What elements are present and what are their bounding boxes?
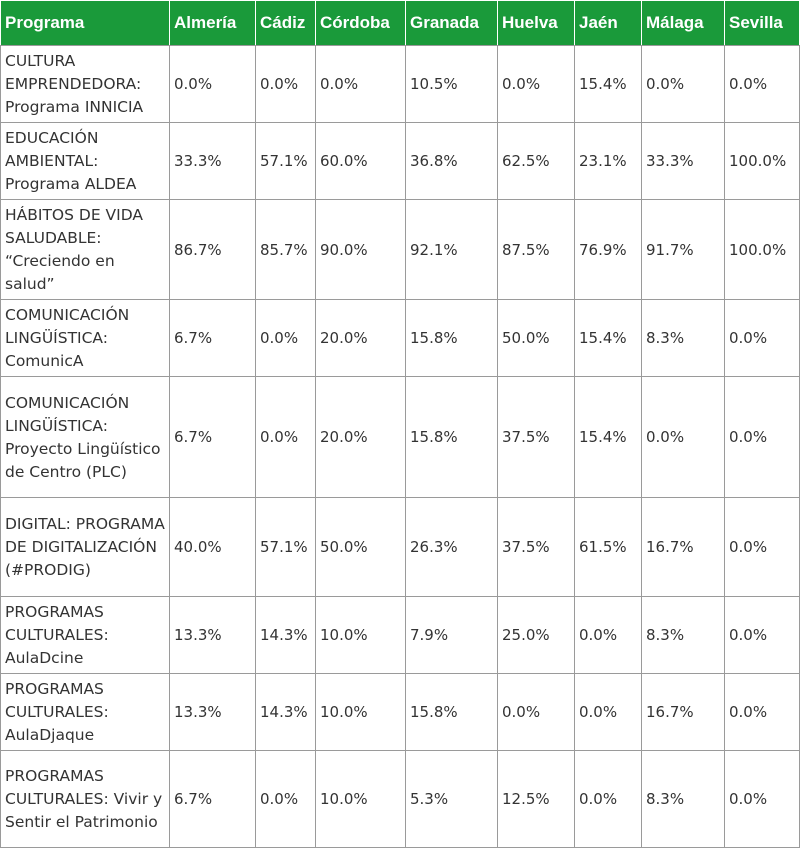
value-cell: 12.5% bbox=[498, 751, 575, 848]
value-cell: 86.7% bbox=[170, 200, 256, 300]
value-cell: 0.0% bbox=[725, 498, 800, 597]
value-cell: 10.5% bbox=[406, 46, 498, 123]
table-row bbox=[1, 123, 800, 200]
program-name: PROGRAMAS CULTURALES: AulaDcine bbox=[1, 597, 170, 674]
value-cell: 7.9% bbox=[406, 597, 498, 674]
value-cell: 85.7% bbox=[256, 200, 316, 300]
program-name: DIGITAL: PROGRAMA DE DIGITALIZACIÓN (#PRODIG) bbox=[1, 498, 170, 597]
col-header-huelva: Huelva bbox=[498, 1, 575, 46]
value-cell: 50.0% bbox=[498, 300, 575, 377]
value-cell: 6.7% bbox=[170, 300, 256, 377]
value-cell: 61.5% bbox=[575, 498, 642, 597]
value-cell: 91.7% bbox=[642, 200, 725, 300]
table-row bbox=[1, 751, 800, 848]
value-cell: 33.3% bbox=[170, 123, 256, 200]
value-cell: 87.5% bbox=[498, 200, 575, 300]
value-cell: 0.0% bbox=[575, 751, 642, 848]
value-cell: 16.7% bbox=[642, 674, 725, 751]
value-cell: 13.3% bbox=[170, 674, 256, 751]
table-row bbox=[1, 300, 800, 377]
col-header-almeria: Almería bbox=[170, 1, 256, 46]
value-cell: 10.0% bbox=[316, 751, 406, 848]
value-cell: 0.0% bbox=[725, 597, 800, 674]
header-row bbox=[1, 1, 800, 46]
value-cell: 76.9% bbox=[575, 200, 642, 300]
value-cell: 0.0% bbox=[725, 300, 800, 377]
program-name: CULTURA EMPRENDEDORA: Programa INNICIA bbox=[1, 46, 170, 123]
value-cell: 0.0% bbox=[256, 751, 316, 848]
value-cell: 15.4% bbox=[575, 46, 642, 123]
value-cell: 0.0% bbox=[498, 674, 575, 751]
table-header bbox=[1, 1, 800, 46]
value-cell: 50.0% bbox=[316, 498, 406, 597]
program-name: COMUNICACIÓN LINGÜÍSTICA: Proyecto Lingüístico de Centro (PLC) bbox=[1, 377, 170, 498]
col-header-malaga: Málaga bbox=[642, 1, 725, 46]
value-cell: 0.0% bbox=[170, 46, 256, 123]
value-cell: 36.8% bbox=[406, 123, 498, 200]
value-cell: 57.1% bbox=[256, 498, 316, 597]
value-cell: 0.0% bbox=[256, 46, 316, 123]
value-cell: 14.3% bbox=[256, 674, 316, 751]
program-name: EDUCACIÓN AMBIENTAL: Programa ALDEA bbox=[1, 123, 170, 200]
value-cell: 13.3% bbox=[170, 597, 256, 674]
value-cell: 14.3% bbox=[256, 597, 316, 674]
value-cell: 8.3% bbox=[642, 751, 725, 848]
value-cell: 6.7% bbox=[170, 751, 256, 848]
value-cell: 0.0% bbox=[316, 46, 406, 123]
value-cell: 0.0% bbox=[642, 46, 725, 123]
value-cell: 26.3% bbox=[406, 498, 498, 597]
value-cell: 0.0% bbox=[575, 674, 642, 751]
value-cell: 33.3% bbox=[642, 123, 725, 200]
col-header-programa: Programa bbox=[1, 1, 170, 46]
table-body bbox=[1, 46, 800, 848]
value-cell: 10.0% bbox=[316, 597, 406, 674]
value-cell: 0.0% bbox=[498, 46, 575, 123]
value-cell: 10.0% bbox=[316, 674, 406, 751]
value-cell: 60.0% bbox=[316, 123, 406, 200]
value-cell: 57.1% bbox=[256, 123, 316, 200]
program-name: HÁBITOS DE VIDA SALUDABLE: “Creciendo en salud” bbox=[1, 200, 170, 300]
value-cell: 20.0% bbox=[316, 377, 406, 498]
col-header-jaen: Jaén bbox=[575, 1, 642, 46]
value-cell: 16.7% bbox=[642, 498, 725, 597]
col-header-cadiz: Cádiz bbox=[256, 1, 316, 46]
value-cell: 100.0% bbox=[725, 200, 800, 300]
value-cell: 15.4% bbox=[575, 377, 642, 498]
table-row bbox=[1, 498, 800, 597]
value-cell: 23.1% bbox=[575, 123, 642, 200]
value-cell: 0.0% bbox=[725, 751, 800, 848]
table-row bbox=[1, 597, 800, 674]
value-cell: 62.5% bbox=[498, 123, 575, 200]
value-cell: 0.0% bbox=[642, 377, 725, 498]
value-cell: 0.0% bbox=[575, 597, 642, 674]
value-cell: 0.0% bbox=[256, 300, 316, 377]
value-cell: 0.0% bbox=[725, 377, 800, 498]
value-cell: 100.0% bbox=[725, 123, 800, 200]
value-cell: 92.1% bbox=[406, 200, 498, 300]
value-cell: 40.0% bbox=[170, 498, 256, 597]
value-cell: 25.0% bbox=[498, 597, 575, 674]
value-cell: 15.8% bbox=[406, 377, 498, 498]
value-cell: 15.8% bbox=[406, 300, 498, 377]
value-cell: 37.5% bbox=[498, 498, 575, 597]
program-name: COMUNICACIÓN LINGÜÍSTICA: ComunicA bbox=[1, 300, 170, 377]
value-cell: 0.0% bbox=[725, 46, 800, 123]
value-cell: 15.8% bbox=[406, 674, 498, 751]
value-cell: 0.0% bbox=[256, 377, 316, 498]
value-cell: 90.0% bbox=[316, 200, 406, 300]
value-cell: 6.7% bbox=[170, 377, 256, 498]
value-cell: 5.3% bbox=[406, 751, 498, 848]
program-name: PROGRAMAS CULTURALES: Vivir y Sentir el Patrimonio bbox=[1, 751, 170, 848]
value-cell: 15.4% bbox=[575, 300, 642, 377]
col-header-sevilla: Sevilla bbox=[725, 1, 800, 46]
value-cell: 8.3% bbox=[642, 300, 725, 377]
table-row bbox=[1, 46, 800, 123]
value-cell: 37.5% bbox=[498, 377, 575, 498]
col-header-granada: Granada bbox=[406, 1, 498, 46]
table-row bbox=[1, 200, 800, 300]
value-cell: 20.0% bbox=[316, 300, 406, 377]
col-header-cordoba: Córdoba bbox=[316, 1, 406, 46]
program-name: PROGRAMAS CULTURALES: AulaDjaque bbox=[1, 674, 170, 751]
table-row bbox=[1, 674, 800, 751]
table-row bbox=[1, 377, 800, 498]
value-cell: 8.3% bbox=[642, 597, 725, 674]
value-cell: 0.0% bbox=[725, 674, 800, 751]
